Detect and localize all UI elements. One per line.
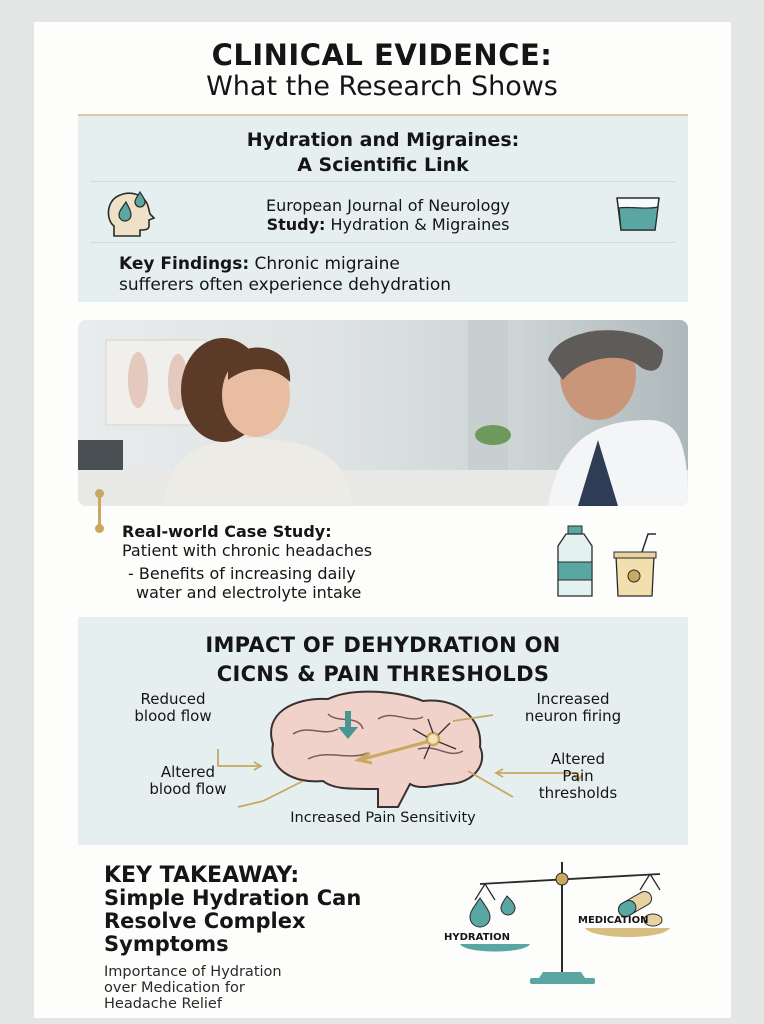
case-benefit: water and electrolyte intake	[136, 583, 362, 602]
case-title: Real-world Case Study:	[122, 522, 332, 541]
takeaway-sub: Headache Relief	[104, 996, 222, 1012]
scale-label-hydration: HYDRATION	[444, 932, 510, 943]
study-label: Study:	[266, 215, 326, 234]
key-findings	[119, 254, 451, 296]
impact-heading-line: IMPACT OF DEHYDRATION ON	[205, 633, 561, 657]
takeaway-sub: over Medication for	[104, 980, 245, 996]
findings-text: sufferers often experience dehydration	[119, 275, 451, 295]
case-study	[122, 522, 372, 602]
takeaway-line: Simple Hydration Can	[104, 886, 362, 910]
divider	[90, 181, 676, 182]
balance-scale-icon	[435, 862, 695, 987]
label-line: blood flow	[134, 707, 212, 725]
label-line: thresholds	[538, 784, 618, 802]
impact-heading-line: CICNS & PAIN THRESHOLDS	[216, 662, 550, 686]
timeline-dot	[95, 524, 104, 533]
label-line: Increased	[536, 690, 610, 708]
study-value: Hydration & Migraines	[330, 215, 510, 234]
impact-caption: Increased Pain Sensitivity	[290, 810, 476, 826]
page-title: CLINICAL EVIDENCE:	[211, 38, 553, 72]
scale-label-medication: MEDICATION	[578, 915, 649, 926]
label-altered-pain-thresholds	[523, 751, 633, 802]
findings-text: Chronic migraine	[254, 254, 400, 274]
study-heading-line: Hydration and Migraines:	[246, 129, 520, 151]
label-increased-neuron-firing	[508, 691, 638, 725]
case-subtitle: Patient with chronic headaches	[122, 541, 373, 560]
takeaway-line: Symptoms	[104, 932, 229, 956]
timeline-dot	[95, 489, 104, 498]
study-heading	[78, 128, 688, 178]
takeaway-title: KEY TAKEAWAY:	[104, 863, 300, 888]
takeaway-sub: Importance of Hydration	[104, 964, 282, 980]
takeaway-line: Resolve Complex	[104, 909, 306, 933]
divider	[90, 242, 676, 243]
findings-label: Key Findings:	[119, 254, 250, 274]
impact-heading	[78, 631, 688, 689]
label-reduced-blood-flow	[118, 691, 228, 725]
water-bottle-and-drink-icon	[556, 524, 662, 598]
label-line: blood flow	[149, 780, 227, 798]
impact-panel	[78, 617, 688, 845]
label-line: neuron firing	[524, 707, 622, 725]
case-benefit: - Benefits of increasing daily	[128, 564, 356, 583]
label-altered-blood-flow	[133, 764, 243, 798]
key-takeaway	[104, 864, 361, 1012]
study-panel	[78, 116, 688, 302]
label-line: Pain	[562, 767, 594, 785]
label-line: Altered	[550, 750, 606, 768]
label-line: Altered	[160, 763, 216, 781]
study-heading-line: A Scientific Link	[297, 154, 469, 176]
page-subtitle: What the Research Shows	[206, 71, 558, 102]
label-line: Reduced	[140, 690, 206, 708]
doctor-patient-photo	[78, 320, 688, 506]
water-glass-icon	[615, 196, 661, 232]
journal-name: European Journal of Neurology	[265, 196, 511, 215]
head-water-drops-icon	[104, 188, 162, 238]
journal-citation	[178, 196, 598, 234]
